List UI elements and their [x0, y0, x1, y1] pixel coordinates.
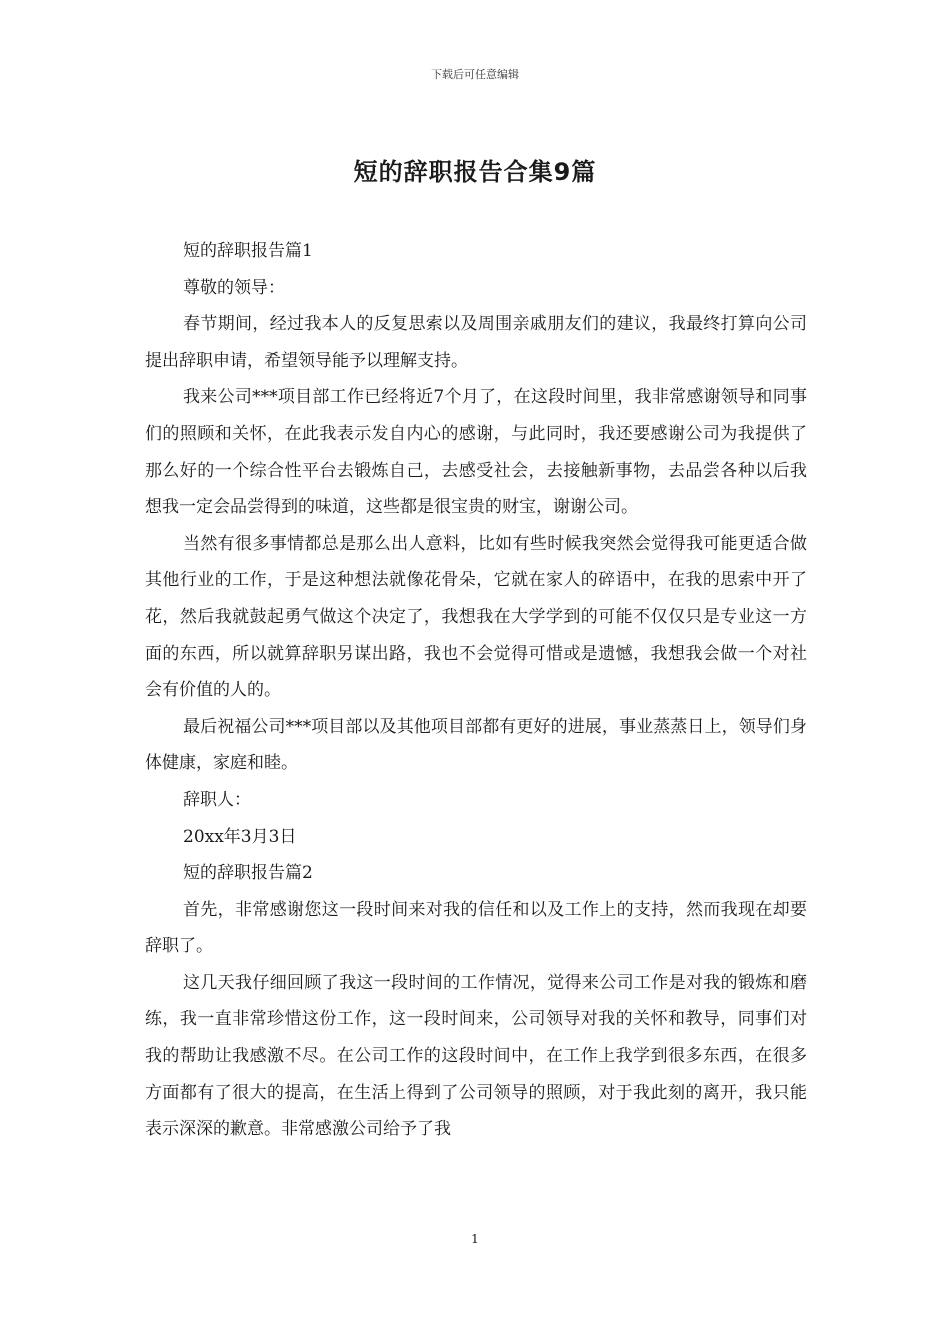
page-number: 1: [471, 1232, 479, 1246]
body-paragraph: 最后祝福公司***项目部以及其他项目部都有更好的进展，事业蒸蒸日上，领导们身体健康，家庭和睦。: [145, 716, 807, 774]
page-header-note: 下载后可任意编辑: [431, 68, 519, 81]
section-heading-2: 短的辞职报告篇2: [183, 863, 313, 884]
salutation: 尊敬的领导：: [183, 277, 285, 298]
body-paragraph: 我来公司***项目部工作已经将近7个月了，在这段时间里，我非常感谢领导和同事们的照顾和关怀，在此我表示发自内心的感谢，与此同时，我还要感谢公司为我提供了那么好的一个综合性平台去锻炼自己，去感受社会，去接触新事物，去品尝各种以后我想我一定会品尝得到的味道，这些都是很宝贵的财宝，谢谢公司。: [145, 387, 807, 518]
document-body: [145, 233, 807, 1148]
document-title: 短的辞职报告合集9篇: [353, 158, 597, 186]
body-paragraph: 当然有很多事情都总是那么出人意料，比如有些时候我突然会觉得我可能更适合做其他行业的工作，于是这种想法就像花骨朵，它就在家人的碎语中，在我的思索中开了花，然后我就鼓起勇气做这个决定了，我想我在大学学到的可能不仅仅只是专业这一方面的东西，所以就算辞职另谋出路，我也不会觉得可惜或是遗憾，我想我会做一个对社会有价值的人的。: [145, 533, 807, 701]
signature-label: 辞职人：: [183, 789, 251, 810]
body-paragraph: 首先，非常感谢您这一段时间来对我的信任和以及工作上的支持，然而我现在却要辞职了。: [145, 899, 807, 957]
section-heading-1: 短的辞职报告篇1: [183, 241, 313, 261]
signature-date: 20xx年3月3日: [183, 826, 297, 847]
body-paragraph: 这几天我仔细回顾了我这一段时间的工作情况，觉得来公司工作是对我的锻炼和磨练，我一直非常珍惜这份工作，这一段时间来，公司领导对我的关怀和教导，同事们对我的帮助让我感激不尽。在公司工作的这段时间中，在工作上我学到很多东西，在很多方面都有了很大的提高，在生活上得到了公司领导的照顾，对于我此刻的离开，我只能表示深深的歉意。非常感激公司给予了我: [145, 972, 807, 1140]
body-paragraph: 春节期间，经过我本人的反复思索以及周围亲戚朋友们的建议，我最终打算向公司提出辞职申请，希望领导能予以理解支持。: [145, 314, 807, 371]
